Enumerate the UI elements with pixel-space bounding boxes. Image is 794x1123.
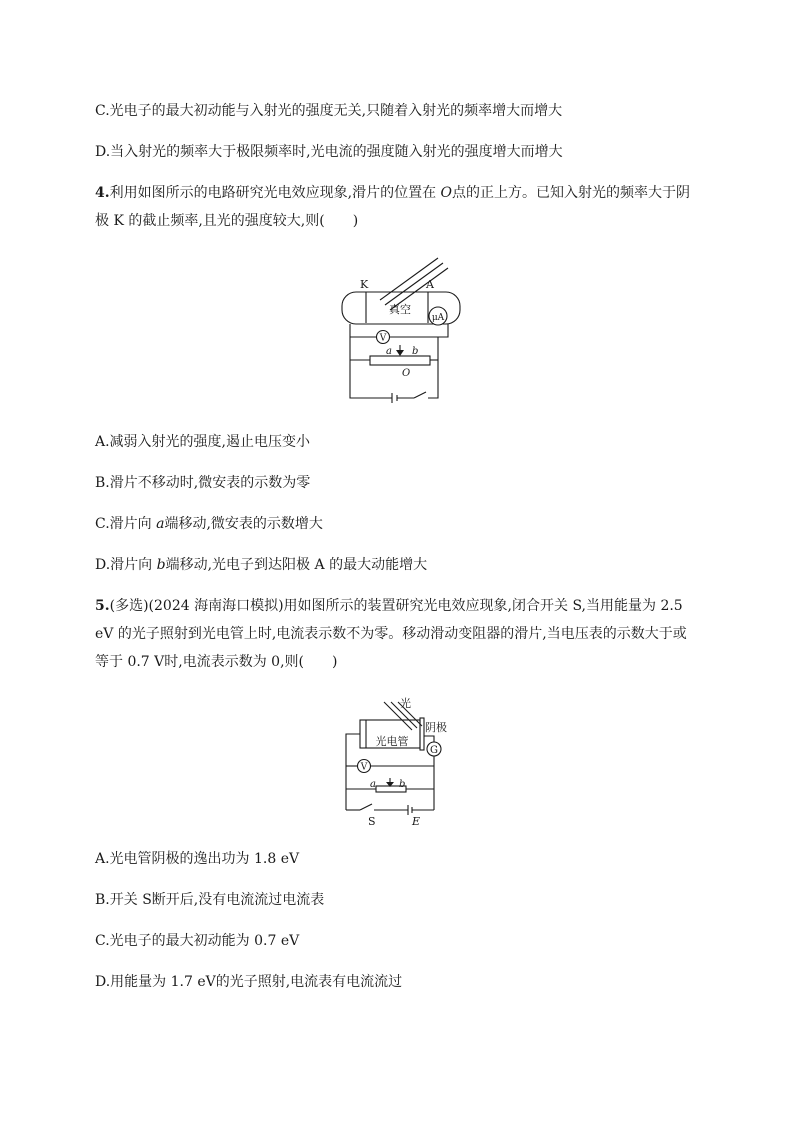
q5-left-wire xyxy=(346,734,360,810)
q4-switch xyxy=(414,392,426,398)
q4-label-b-end: b xyxy=(412,346,419,357)
q5-label-galvanometer: G xyxy=(430,745,438,756)
q5-option-d: D.用能量为 1.7 eV的光子照射,电流表有电流流过 xyxy=(95,974,403,990)
q3-option-c: C.光电子的最大初动能与入射光的强度无关,只随着入射光的频率增大而增大 xyxy=(95,103,563,119)
q4-label-a: A xyxy=(426,278,434,291)
q4-slider-arrow xyxy=(396,350,404,356)
q4-bottom-wire xyxy=(350,365,392,398)
q5-label-emf: E xyxy=(412,815,421,828)
q4-label-k: K xyxy=(360,278,369,291)
q4-option-c xyxy=(95,514,323,534)
q5-cathode-plate xyxy=(420,718,424,750)
q4-label-microammeter: μA xyxy=(431,313,445,323)
q4-light-ray xyxy=(385,263,443,305)
q4-option-d-var: b xyxy=(156,557,166,573)
q5-label-a-end: a xyxy=(370,779,376,790)
q4-label-vacuum: 真空 xyxy=(389,303,411,316)
q4-label-o: O xyxy=(402,368,411,379)
q4-option-a: A.减弱入射光的强度,遏止电压变小 xyxy=(95,434,311,450)
q4-stem-part2: 点的正上方。已知入射光的频率大于阴 xyxy=(452,185,691,201)
q5-label-voltmeter: V xyxy=(360,762,368,773)
q5-number: 5. xyxy=(95,598,110,614)
q5-right-wire xyxy=(424,736,434,742)
q4-label-voltmeter: V xyxy=(379,333,387,344)
q4-number: 4. xyxy=(95,185,110,201)
q5-label-switch: S xyxy=(368,815,376,828)
q5-stem-line1 xyxy=(95,596,683,616)
q4-option-c-var: a xyxy=(156,516,165,532)
q4-rheostat xyxy=(370,356,430,365)
q5-stem-part1: (多选)(2024 海南海口模拟)用如图所示的装置研究光电效应现象,闭合开关 S,当用能量为 2.5 xyxy=(109,598,683,614)
q5-option-b: B.开关 S断开后,没有电流流过电流表 xyxy=(95,892,325,908)
q4-option-c-post: 端移动,微安表的示数增大 xyxy=(164,516,323,532)
q4-stem-line1 xyxy=(95,183,690,203)
q4-bottom-wire xyxy=(428,365,438,398)
q5-stem-line2: eV 的光子照射到光电管上时,电流表示数不为零。移动滑动变阻器的滑片,当电压表的示数大于或 xyxy=(95,626,687,642)
q4-stem-line2: 极 K 的截止频率,且光的强度较大,则( ) xyxy=(95,213,359,229)
q4-circuit-figure xyxy=(330,250,470,405)
q5-label-cathode: 阴极 xyxy=(425,721,447,734)
q4-label-a-end: a xyxy=(386,346,392,357)
q4-option-d-pre: D.滑片向 xyxy=(95,557,157,573)
q4-right-wire xyxy=(438,324,448,365)
q4-option-b: B.滑片不移动时,微安表的示数为零 xyxy=(95,475,311,491)
q3-option-d: D.当入射光的频率大于极限频率时,光电流的强度随入射光的强度增大而增大 xyxy=(95,144,563,160)
q5-stem-line3: 等于 0.7 V时,电流表示数为 0,则( ) xyxy=(95,654,338,670)
q5-option-a: A.光电管阴极的逸出功为 1.8 eV xyxy=(95,851,300,867)
q5-switch xyxy=(360,804,372,810)
q5-option-c: C.光电子的最大初动能为 0.7 eV xyxy=(95,933,300,949)
q4-option-c-pre: C.滑片向 xyxy=(95,516,157,532)
q5-circuit-figure xyxy=(338,692,456,828)
q4-option-d-post: 端移动,光电子到达阳极 A 的最大动能增大 xyxy=(165,557,428,573)
q4-option-d xyxy=(95,555,427,575)
q4-stem-part1: 利用如图所示的电路研究光电效应现象,滑片的位置在 xyxy=(109,185,441,201)
q5-label-tube: 光电管 xyxy=(375,735,409,748)
q4-stem-point-o: O xyxy=(440,185,453,201)
q5-label-b-end: b xyxy=(399,779,406,790)
q5-label-light: 光 xyxy=(400,697,411,710)
